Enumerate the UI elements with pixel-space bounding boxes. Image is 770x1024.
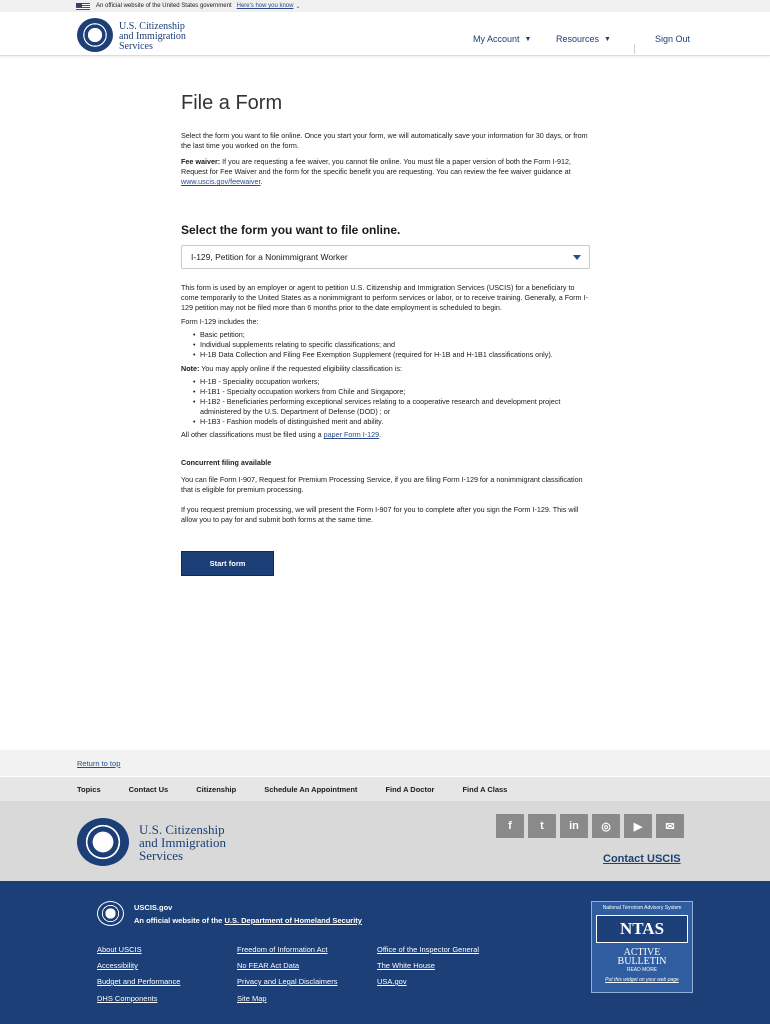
note-body: You may apply online if the requested eligibility classification is: [201, 364, 402, 373]
form-select-dropdown[interactable] [181, 245, 590, 269]
intro-text: Select the form you want to file online. Once you start your form, we will automatically save your information for 30 days, or from the last time you worked on the form. [181, 131, 588, 150]
resources-label: Resources [556, 34, 600, 44]
resources-menu[interactable] [556, 34, 611, 44]
footer-uscis-logo-text[interactable] [139, 823, 226, 862]
uscis-gov-label: USCIS.gov [134, 903, 173, 912]
white-house-link[interactable]: The White House [377, 961, 435, 970]
ntas-widget[interactable] [591, 901, 693, 993]
ntas-badge: NTAS [596, 915, 688, 943]
fee-waiver-label: Fee waiver: [181, 157, 221, 166]
includes-label: Form I-129 includes the: [181, 317, 259, 326]
start-form-button[interactable]: Start form [181, 551, 274, 576]
official-prefix: An official website of the [134, 916, 223, 925]
other-classifications-text [181, 430, 591, 440]
list-item: • H-1B1 - Specialty occupation workers from Chile and Singapore; [193, 387, 591, 397]
chevron-down-icon[interactable]: ⌄ [295, 3, 301, 10]
other-classifications-body: All other classifications must be filed using a [181, 430, 322, 439]
footer-nav [0, 777, 770, 801]
usa-gov-link[interactable]: USA.gov [377, 977, 407, 986]
my-account-menu[interactable] [473, 34, 531, 44]
dhs-link[interactable]: U.S. Department of Homeland Security [224, 916, 362, 925]
contact-uscis-link[interactable]: Contact USCIS [603, 853, 681, 865]
footer-nav-contact-us[interactable]: Contact Us [128, 784, 169, 794]
sign-out-link[interactable] [655, 34, 690, 44]
list-item: • H-1B - Speciality occupation workers; [193, 377, 591, 387]
return-to-top-bar [0, 750, 770, 776]
gov-banner [0, 0, 770, 12]
note-text [181, 364, 591, 374]
facebook-icon[interactable]: f [496, 814, 524, 838]
nav-divider [634, 44, 635, 54]
my-account-label: My Account [473, 34, 520, 44]
fee-waiver-text [181, 157, 591, 187]
dropdown-arrow-icon [573, 255, 581, 260]
twitter-icon[interactable]: t [528, 814, 556, 838]
instagram-icon[interactable]: ◎ [592, 814, 620, 838]
main-content [181, 92, 591, 576]
fee-waiver-link[interactable]: www.uscis.gov/feewaiver [181, 177, 261, 186]
foia-link[interactable]: Freedom of Information Act [237, 945, 328, 954]
ntas-status-2: BULLETIN [617, 956, 667, 967]
dhs-seal-icon[interactable] [77, 818, 129, 866]
return-to-top-link[interactable]: Return to top [77, 759, 121, 768]
accessibility-link[interactable]: Accessibility [97, 961, 138, 970]
no-fear-act-link[interactable]: No FEAR Act Data [237, 961, 300, 970]
linkedin-icon[interactable]: in [560, 814, 588, 838]
inspector-general-link[interactable]: Office of the Inspector General [377, 945, 480, 954]
caret-down-icon: ▼ [524, 35, 532, 43]
footer-nav-find-doctor[interactable]: Find A Doctor [385, 784, 435, 794]
concurrent-text-1: You can file Form I-907, Request for Premium Processing Service, if you are filing Form I-129 for a nonimmigrant classification that is eligible for premium processing. [181, 475, 583, 494]
uscis-logo-text[interactable] [119, 22, 186, 52]
other-classifications-period: . [379, 430, 382, 439]
concurrent-filing-title: Concurrent filing available [181, 458, 272, 467]
official-website-text [134, 916, 362, 925]
logo-line-2: and Immigration [139, 835, 227, 850]
logo-line-2: and Immigration [119, 31, 186, 42]
concurrent-text-2: If you request premium processing, we will present the Form I-907 for you to complete after you sign the Form I-129. This will allow you to pay for and submit both forms at the same time. [181, 505, 579, 524]
list-item: • Individual supplements relating to specific classifications; and [193, 340, 591, 350]
ntas-read-more[interactable]: READ MORE [626, 967, 658, 973]
list-item: • H-1B Data Collection and Filing Fee Exemption Supplement (required for H-1B and H-1B1 classifications only). [193, 350, 591, 360]
ntas-widget-link[interactable]: Put this widget on your web page [605, 977, 679, 983]
logo-line-1: U.S. Citizenship [119, 21, 185, 32]
about-uscis-link[interactable]: About USCIS [97, 945, 142, 954]
privacy-disclaimers-link[interactable]: Privacy and Legal Disclaimers [237, 977, 338, 986]
includes-list [193, 330, 591, 360]
classifications-list [193, 377, 591, 427]
ntas-status-1: ACTIVE [623, 947, 661, 958]
social-links [492, 814, 684, 838]
list-item: • H-1B2 - Beneficiaries performing exceptional services relating to a cooperative research and development project administered by the U.S. Department of Defense (DOD) ; or [193, 397, 591, 417]
logo-line-3: Services [139, 848, 184, 863]
footer-brand [0, 801, 770, 881]
list-item: • H-1B3 - Fashion models of distinguished merit and ability. [193, 417, 591, 427]
paper-form-link[interactable]: paper Form I-129 [323, 430, 380, 439]
email-icon[interactable]: ✉ [656, 814, 684, 838]
logo-line-3: Services [119, 41, 153, 52]
sign-out-label: Sign Out [655, 34, 691, 44]
heres-how-you-know-link[interactable]: Here's how you know [236, 3, 294, 9]
dhs-seal-icon[interactable] [77, 18, 113, 52]
site-header [0, 12, 770, 56]
fee-waiver-period: . [260, 177, 263, 186]
site-map-link[interactable]: Site Map [237, 994, 267, 1003]
list-item: • Basic petition; [193, 330, 591, 340]
select-form-heading: Select the form you want to file online. [181, 223, 401, 237]
form-description [181, 283, 591, 576]
us-flag-icon [76, 3, 90, 10]
footer-nav-schedule-appointment[interactable]: Schedule An Appointment [264, 784, 358, 794]
logo-line-1: U.S. Citizenship [139, 822, 225, 837]
budget-performance-link[interactable]: Budget and Performance [97, 977, 181, 986]
form-description-text: This form is used by an employer or agent to petition U.S. Citizenship and Immigration Services (USCIS) for a beneficiary to come temporarily to the United States as a nonimmigrant to perform services or labor, or to receive training. Generally, a Form I-129 petition may not be filed more than 6 months prior to the date employment is scheduled to begin. [181, 283, 588, 312]
fee-waiver-body: If you are requesting a fee waiver, you cannot file online. You must file a paper version of both the Form I-912, Request for Fee Waiver and the form for the specific benefit you are requesting. You can review the fee waiver guidance at [181, 157, 571, 176]
youtube-icon[interactable]: ▶ [624, 814, 652, 838]
dhs-seal-icon [97, 901, 124, 926]
dhs-components-link[interactable]: DHS Components [97, 994, 158, 1003]
page-title: File a Form [181, 92, 283, 114]
footer-nav-citizenship[interactable]: Citizenship [196, 784, 237, 794]
gov-banner-text: An official website of the United States government [96, 3, 232, 9]
footer-nav-find-class[interactable]: Find A Class [462, 784, 508, 794]
selected-form-value: I-129, Petition for a Nonimmigrant Worker [191, 252, 348, 262]
footer-nav-topics[interactable]: Topics [77, 784, 101, 794]
footer-dark [0, 881, 770, 1024]
ntas-title: National Terrorism Advisory System [602, 905, 682, 911]
note-label: Note: [181, 364, 200, 373]
caret-down-icon: ▼ [604, 35, 611, 43]
